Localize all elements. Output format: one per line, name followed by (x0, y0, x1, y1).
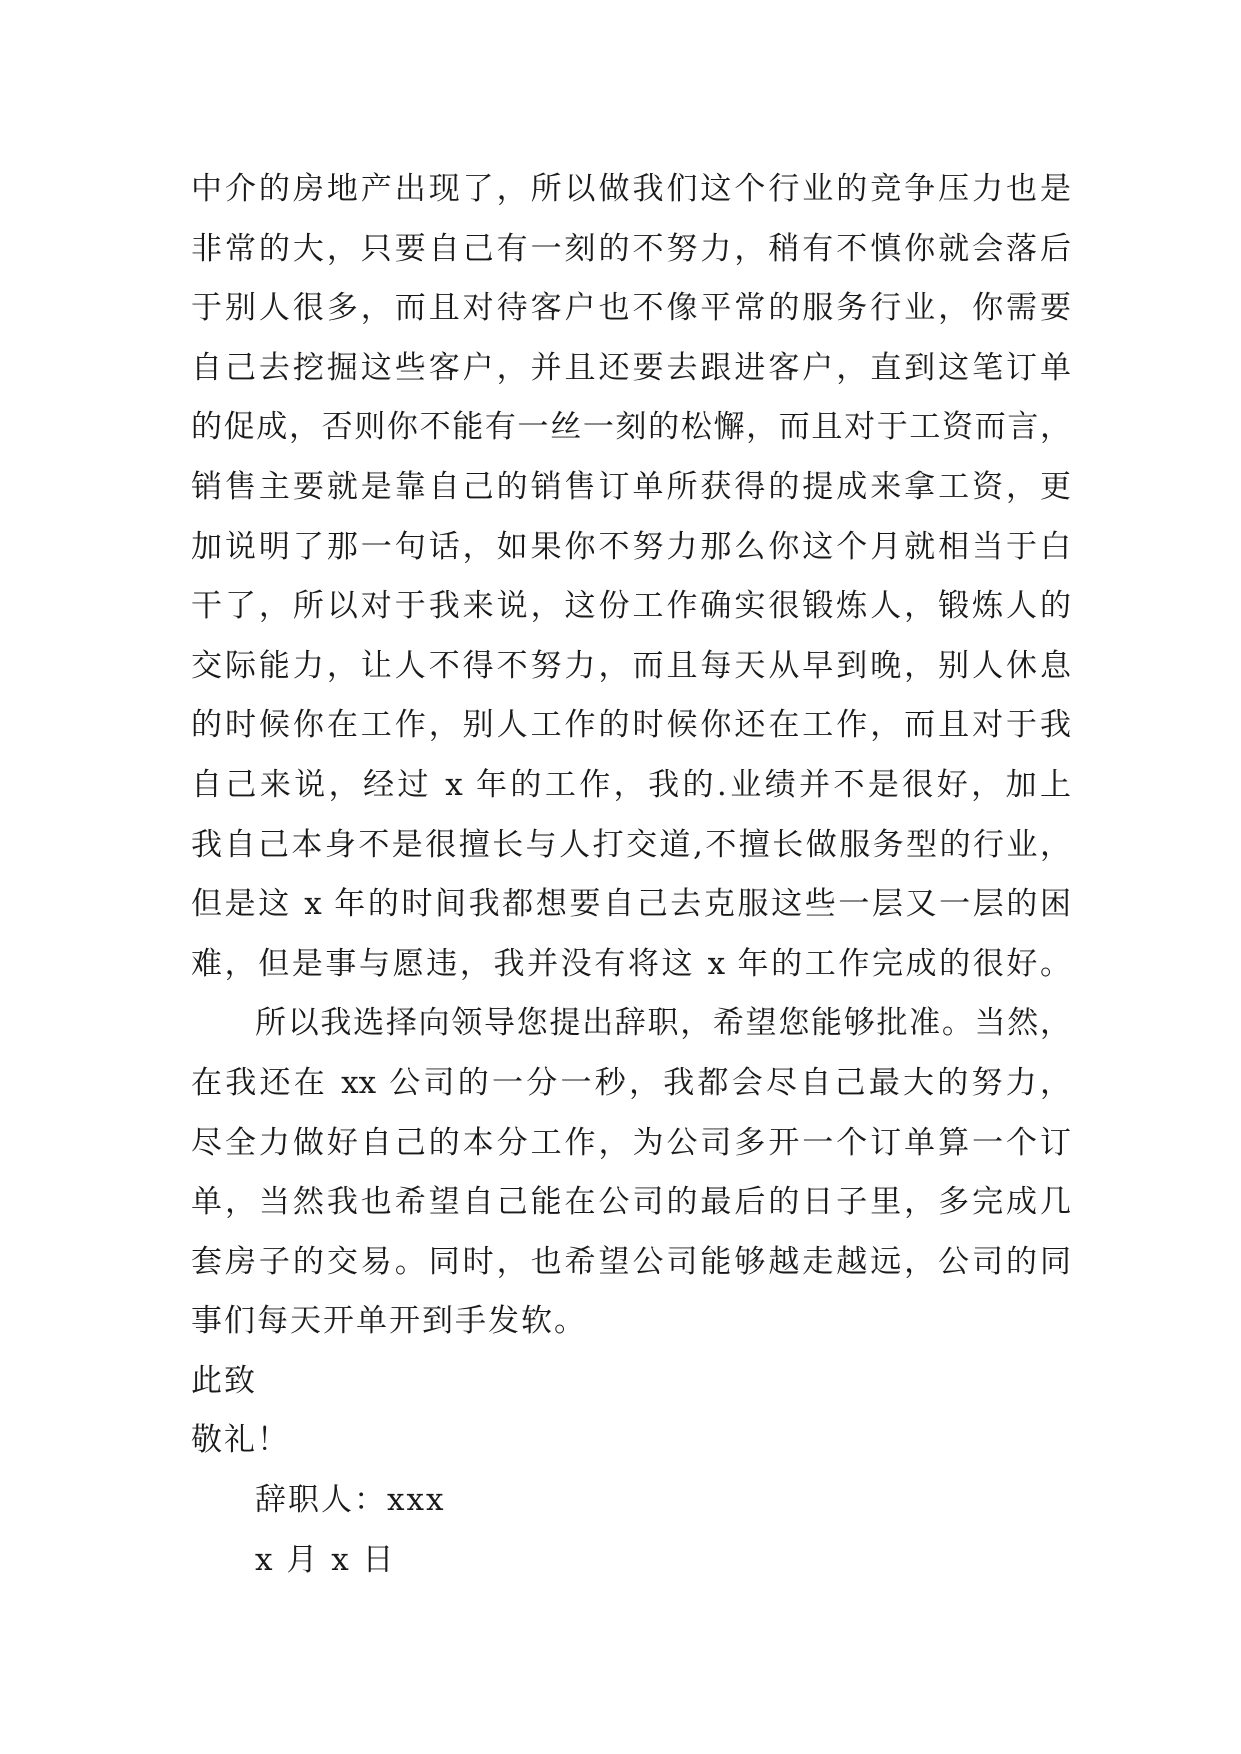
body-line-19: 套房子的交易。同时，也希望公司能够越走越远，公司的同 (191, 1243, 1071, 1280)
body-line-18: 单，当然我也希望自己能在公司的最后的日子里，多完成几 (191, 1184, 1071, 1221)
body-line-20: 事们每天开单开到手发软。 (191, 1303, 587, 1340)
body-line-11: 自己来说，经过 x 年的工作，我的.业绩并不是很好，加上 (191, 766, 1071, 803)
body-line-16: 在我还在 xx 公司的一分一秒，我都会尽自己最大的努力， (191, 1064, 1071, 1101)
body-line-10: 的时候你在工作，别人工作的时候你还在工作，而且对于我 (191, 707, 1071, 744)
body-line-3: 于别人很多，而且对待客户也不像平常的服务行业，你需要 (191, 290, 1071, 327)
body-line-6: 销售主要就是靠自己的销售订单所获得的提成来拿工资，更 (191, 468, 1071, 505)
letter-body (191, 160, 1071, 1590)
body-line-2: 非常的大，只要自己有一刻的不努力，稍有不慎你就会落后 (191, 230, 1071, 267)
body-line-1: 中介的房地产出现了，所以做我们这个行业的竞争压力也是 (191, 171, 1071, 207)
body-line-15: 所以我选择向领导您提出辞职，希望您能够批准。当然， (255, 1005, 1071, 1042)
body-line-13: 但是这 x 年的时间我都想要自己去克服这些一层又一层的困 (191, 886, 1071, 923)
body-line-8: 干了，所以对于我来说，这份工作确实很锻炼人，锻炼人的 (191, 588, 1071, 625)
signature-date: x 月 x 日 (255, 1541, 396, 1578)
body-line-12: 我自己本身不是很擅长与人打交道,不擅长做服务型的行业， (191, 826, 1071, 863)
body-line-17: 尽全力做好自己的本分工作，为公司多开一个订单算一个订 (191, 1124, 1071, 1161)
closing-regards: 敬礼！ (191, 1422, 290, 1459)
signature-name: 辞职人：xxx (255, 1482, 446, 1519)
body-line-9: 交际能力，让人不得不努力，而且每天从早到晚，别人休息 (191, 647, 1071, 684)
closing-salutation: 此致 (191, 1362, 257, 1399)
body-line-14: 难，但是事与愿违，我并没有将这 x 年的工作完成的很好。 (191, 945, 1071, 982)
body-line-4: 自己去挖掘这些客户，并且还要去跟进客户，直到这笔订单 (191, 349, 1071, 386)
body-line-7: 加说明了那一句话，如果你不努力那么你这个月就相当于白 (191, 528, 1071, 565)
body-line-5: 的促成，否则你不能有一丝一刻的松懈，而且对于工资而言， (191, 409, 1071, 446)
